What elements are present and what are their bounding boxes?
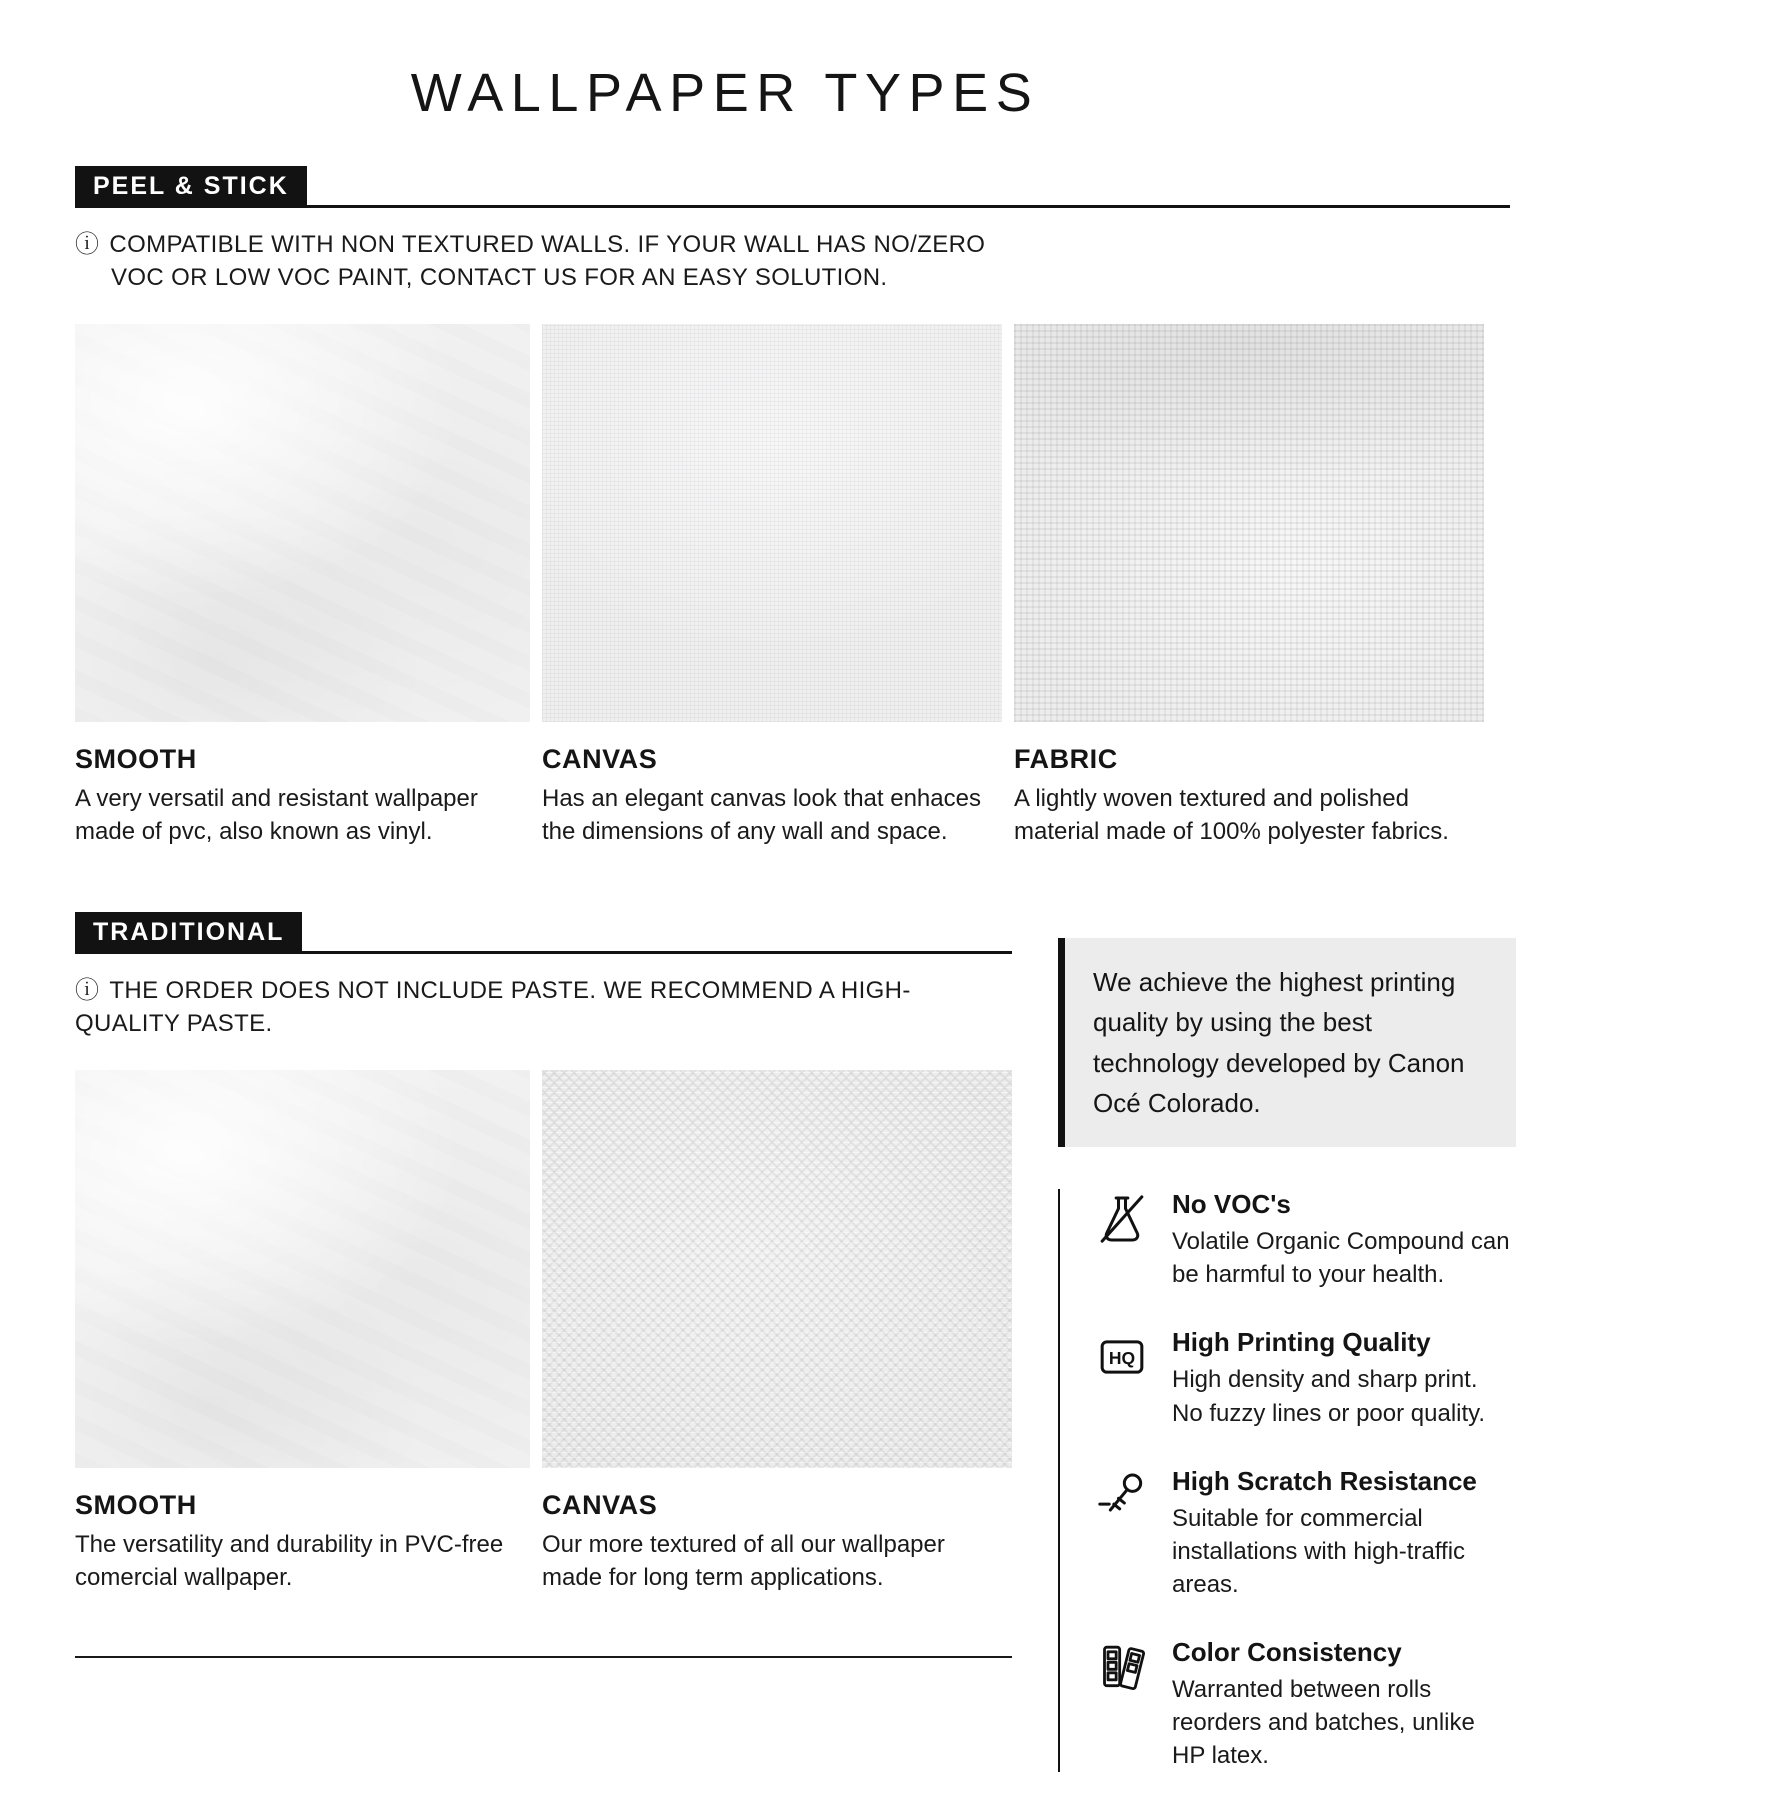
peel-stick-label: PEEL & STICK bbox=[75, 166, 307, 208]
peel-stick-note-line1: COMPATIBLE WITH NON TEXTURED WALLS. IF YOUR WALL HAS NO/ZERO bbox=[109, 231, 986, 258]
canvas-texture-swatch bbox=[542, 324, 1002, 722]
swatch-description: The versatility and durability in PVC-free comercial wallpaper. bbox=[75, 1531, 504, 1591]
feature-description: Volatile Organic Compound can be harmful to your health. bbox=[1172, 1228, 1510, 1289]
rough-canvas-texture-swatch bbox=[542, 1070, 1012, 1468]
features-list bbox=[1058, 1189, 1516, 1772]
color-swatch-icon bbox=[1094, 1639, 1150, 1695]
swatch-name: SMOOTH bbox=[75, 1490, 197, 1521]
peel-stick-note-line2: VOC OR LOW VOC PAINT, CONTACT US FOR AN EASY SOLUTION. bbox=[111, 264, 888, 292]
feature-title: Color Consistency bbox=[1172, 1636, 1402, 1667]
info-icon: ⓘ bbox=[75, 231, 100, 258]
swatch-name: FABRIC bbox=[1014, 744, 1118, 775]
swatch-name: CANVAS bbox=[542, 744, 658, 775]
quality-column bbox=[1058, 912, 1516, 1808]
peel-stick-swatch-row bbox=[75, 324, 1705, 848]
hq-icon bbox=[1094, 1329, 1150, 1385]
page-title: WALLPAPER TYPES bbox=[410, 63, 1040, 123]
fabric-texture-swatch bbox=[1014, 324, 1484, 722]
peel-stick-note bbox=[75, 228, 1705, 294]
traditional-label: TRADITIONAL bbox=[75, 912, 302, 954]
no-voc-icon bbox=[1094, 1191, 1150, 1247]
feature-title: No VOC's bbox=[1172, 1189, 1291, 1220]
bottom-divider bbox=[75, 1656, 1012, 1658]
traditional-rule bbox=[302, 951, 1012, 954]
smooth-texture-swatch bbox=[75, 324, 530, 722]
traditional-note bbox=[75, 974, 1012, 1040]
swatch-description: Has an elegant canvas look that enhaces the dimensions of any wall and space. bbox=[542, 785, 981, 845]
page-title-wrap bbox=[75, 62, 1375, 124]
feature-description: High density and sharp print. No fuzzy lines or poor quality. bbox=[1172, 1366, 1486, 1427]
feature-high-scratch-resistance bbox=[1094, 1466, 1516, 1601]
feature-no-voc bbox=[1094, 1189, 1516, 1291]
swatch-description: A lightly woven textured and polished material made of 100% polyester fabrics. bbox=[1014, 785, 1449, 845]
feature-title: High Scratch Resistance bbox=[1172, 1465, 1477, 1496]
feature-text bbox=[1172, 1637, 1512, 1772]
swatch-description: A very versatil and resistant wallpaper made of pvc, also known as vinyl. bbox=[75, 785, 478, 845]
quality-statement-text: We achieve the highest printing quality by using the best technology developed by Canon Océ Colorado. bbox=[1093, 967, 1465, 1118]
swatch-name: SMOOTH bbox=[75, 744, 197, 775]
feature-title: High Printing Quality bbox=[1172, 1327, 1431, 1358]
smooth-texture-swatch bbox=[75, 1070, 530, 1468]
swatch-card-traditional-canvas bbox=[542, 1070, 1012, 1594]
feature-description: Suitable for commercial installations with high-traffic areas. bbox=[1172, 1504, 1466, 1598]
feature-text bbox=[1172, 1189, 1512, 1291]
swatch-card-peel-canvas bbox=[542, 324, 1002, 848]
feature-text bbox=[1172, 1466, 1512, 1601]
traditional-swatch-row bbox=[75, 1070, 1012, 1594]
peel-stick-rule bbox=[307, 205, 1510, 208]
key-icon bbox=[1094, 1468, 1150, 1524]
info-icon: ⓘ bbox=[75, 977, 100, 1004]
feature-high-printing-quality bbox=[1094, 1327, 1516, 1429]
swatch-card-traditional-smooth bbox=[75, 1070, 530, 1594]
feature-text bbox=[1172, 1327, 1512, 1429]
peel-stick-section-header bbox=[75, 166, 1510, 208]
quality-statement-box bbox=[1058, 938, 1516, 1147]
traditional-note-text: THE ORDER DOES NOT INCLUDE PASTE. WE RECOMMEND A HIGH-QUALITY PASTE. bbox=[75, 977, 911, 1038]
lower-section bbox=[75, 912, 1705, 1808]
swatch-card-peel-smooth bbox=[75, 324, 530, 848]
swatch-name: CANVAS bbox=[542, 1490, 658, 1521]
svg-text:HQ: HQ bbox=[1108, 1348, 1136, 1369]
traditional-section-header bbox=[75, 912, 1012, 954]
feature-description: Warranted between rolls reorders and batches, unlike HP latex. bbox=[1172, 1675, 1475, 1770]
feature-color-consistency bbox=[1094, 1637, 1516, 1772]
swatch-description: Our more textured of all our wallpaper made for long term applications. bbox=[542, 1531, 945, 1591]
traditional-section bbox=[75, 912, 1012, 1658]
swatch-card-peel-fabric bbox=[1014, 324, 1484, 848]
